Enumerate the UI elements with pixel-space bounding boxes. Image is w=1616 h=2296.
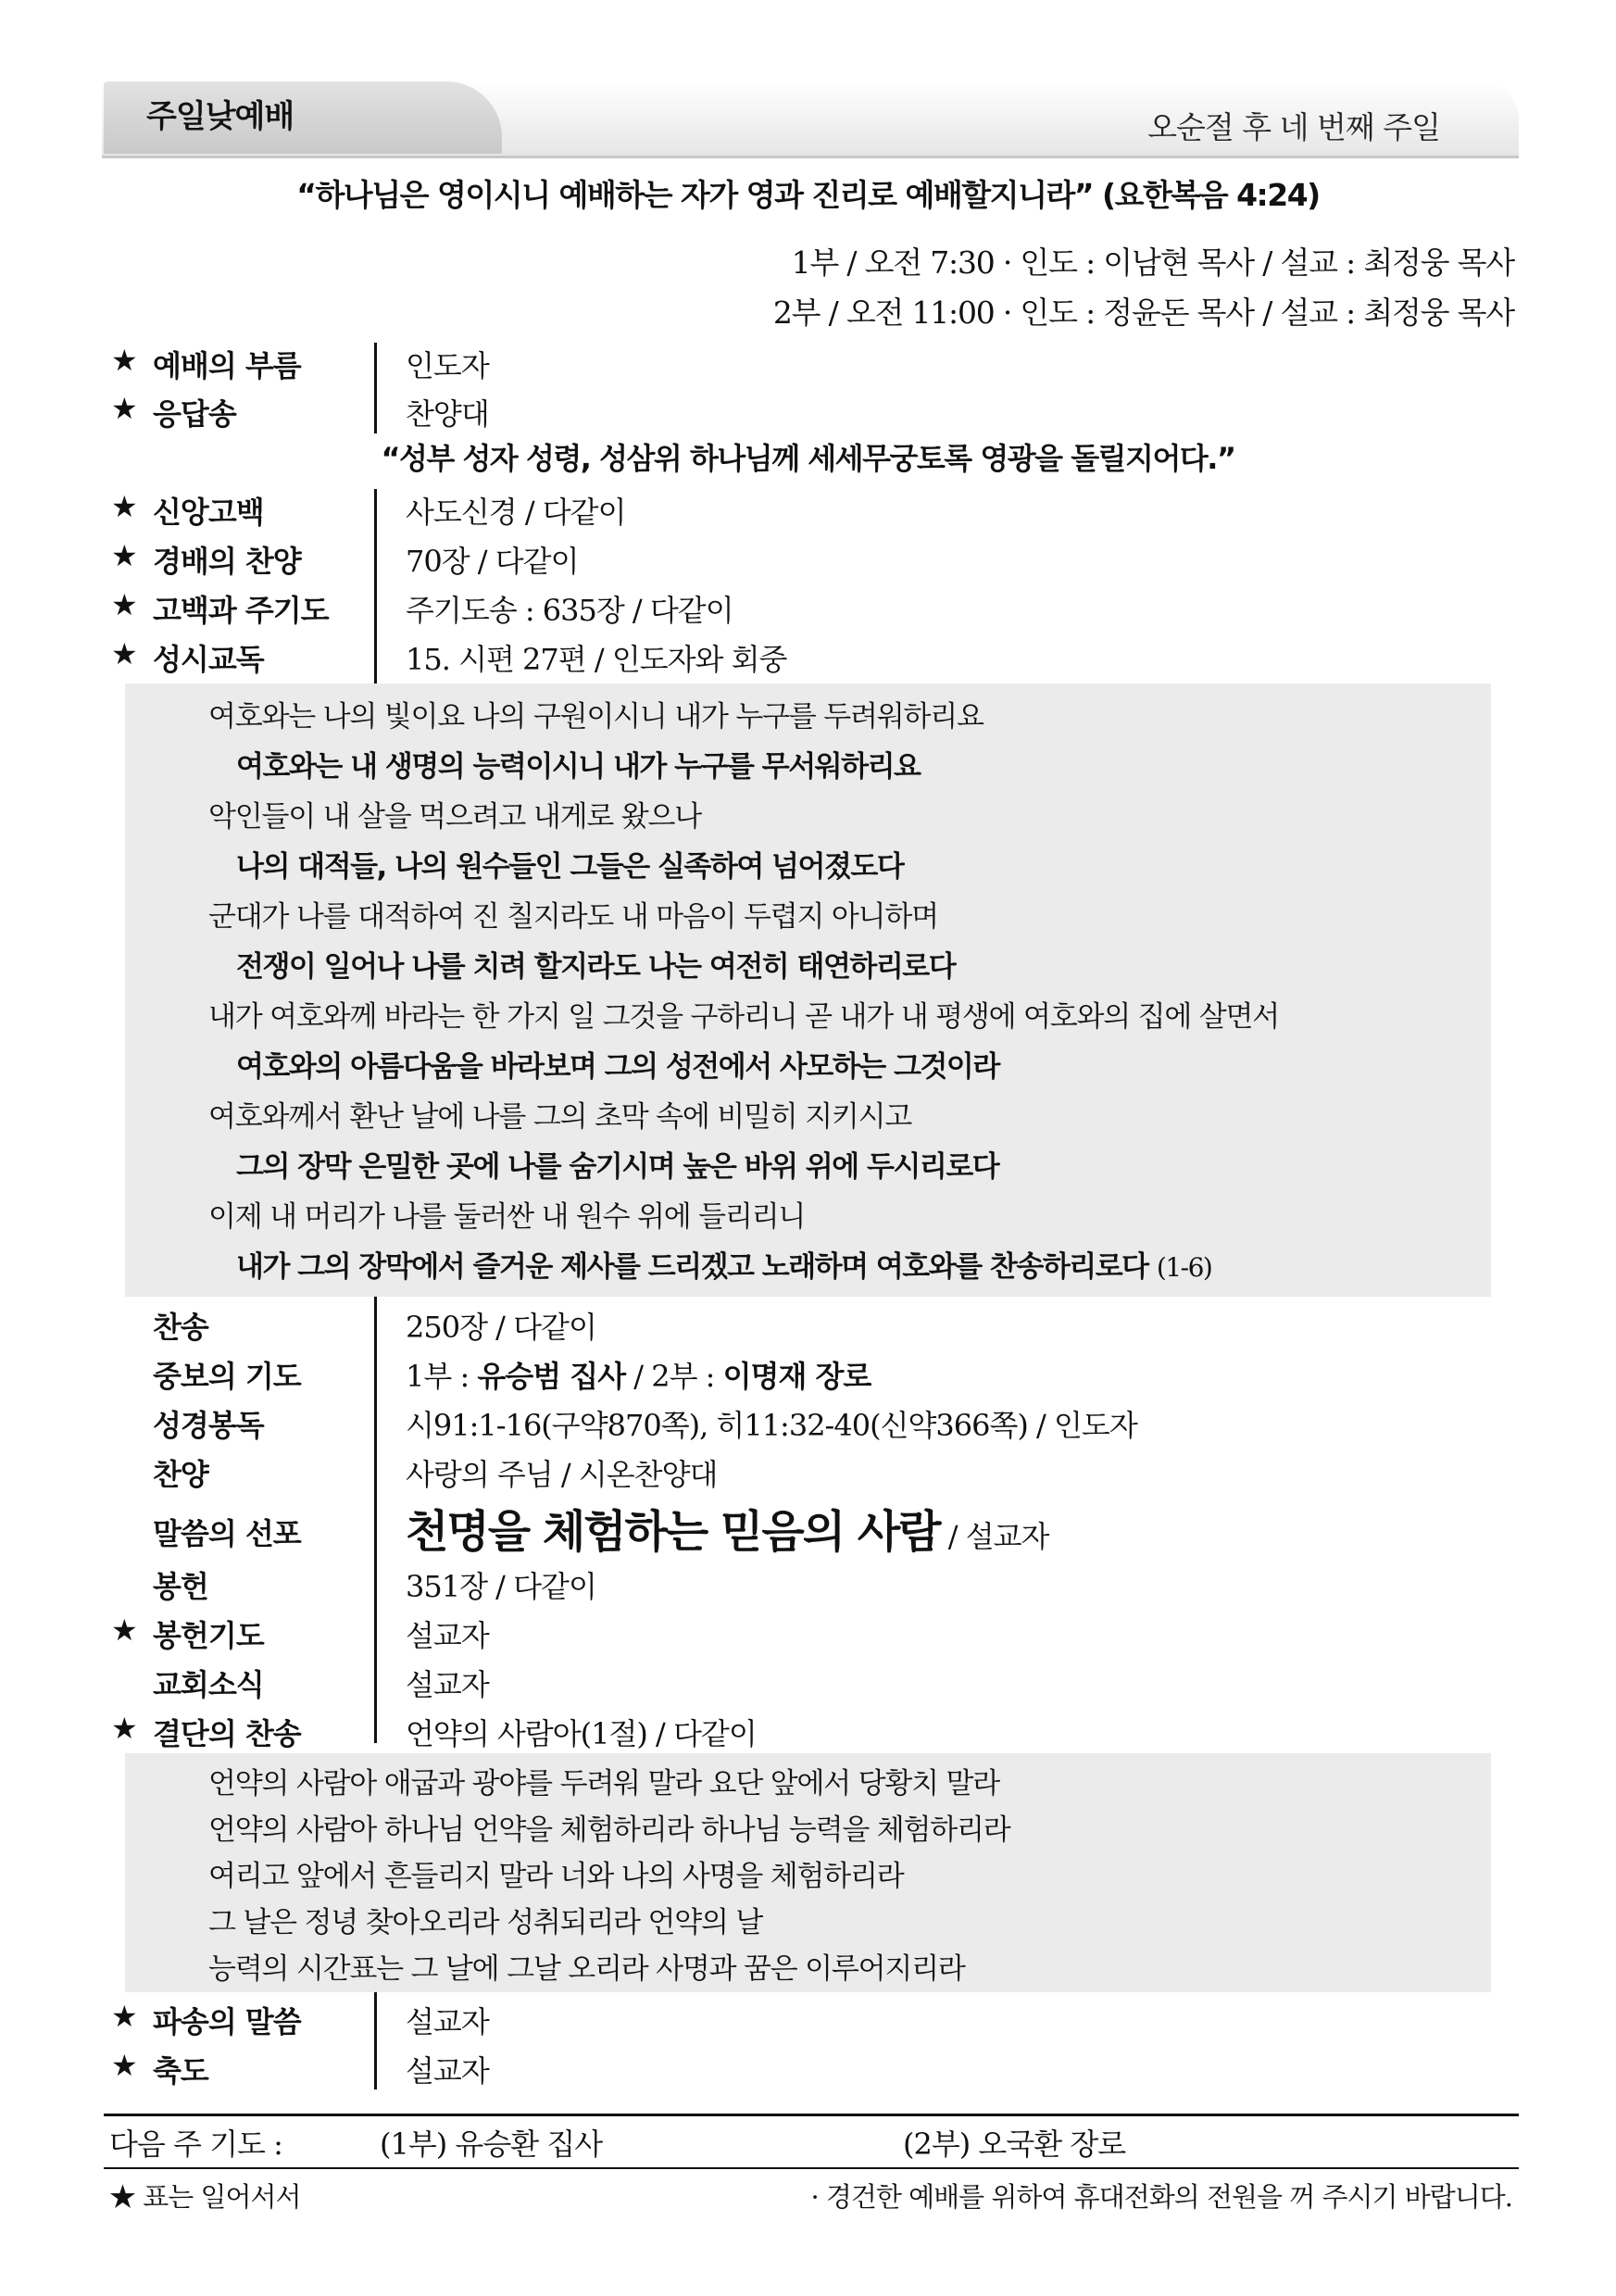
divider — [374, 1992, 377, 2089]
divider — [374, 489, 377, 684]
order-label: 고백과 주기도 — [153, 593, 329, 628]
star-icon: ★ — [111, 1612, 138, 1648]
order-value: 설교자 — [406, 2053, 489, 2089]
order-label: 파송의 말씀 — [153, 2004, 301, 2039]
reading-line: 군대가 나를 대적하여 진 칠지라도 내 마음이 두렵지 아니하며 — [208, 900, 938, 934]
reading-line: 그의 장막 은밀한 곳에 나를 숨기시며 높은 바위 위에 두시리로다 — [236, 1150, 999, 1184]
footer-rule-bottom — [104, 2167, 1519, 2169]
next-prayer-1: (1부) 유승환 집사 — [380, 2127, 603, 2162]
star-icon: ★ — [111, 587, 138, 622]
order-value: 찬양대 — [406, 396, 489, 432]
reading-line: 나의 대적들, 나의 원수들인 그들은 실족하여 넘어졌도다 — [236, 850, 904, 884]
order-value: 250장 / 다같이 — [406, 1310, 596, 1345]
theme-verse: “하나님은 영이시니 예배하는 자가 영과 진리로 예배할지니라” (요한복음 4:24) — [296, 177, 1320, 213]
lyric-line: 여리고 앞에서 흔들리지 말라 너와 나의 사명을 체험하리라 — [208, 1860, 904, 1893]
star-icon: ★ — [111, 489, 138, 524]
order-label: 응답송 — [153, 396, 236, 432]
service-1: 1부 / 오전 7:30 · 인도 : 이남현 목사 / 설교 : 최정웅 목사 — [791, 245, 1514, 281]
star-icon: ★ — [111, 2048, 138, 2083]
order-label: 축도 — [153, 2053, 208, 2089]
reading-line: 전쟁이 일어나 나를 치려 할지라도 나는 여전히 태연하리로다 — [236, 950, 956, 984]
order-label: 봉헌 — [153, 1569, 208, 1604]
star-icon: ★ — [111, 538, 138, 573]
order-value: 사도신경 / 다같이 — [406, 495, 626, 530]
next-prayer-2: (2부) 오국환 장로 — [903, 2127, 1126, 2162]
order-label: 중보의 기도 — [153, 1359, 301, 1394]
star-icon: ★ — [111, 1711, 138, 1746]
order-value: 1부 : 유승범 집사 / 2부 : 이명재 장로 — [406, 1359, 871, 1394]
reading-text: 내가 그의 장막에서 즐거운 제사를 드리겠고 노래하며 여호와를 찬송하리로다 — [236, 1250, 1148, 1284]
order-label: 성경봉독 — [153, 1408, 264, 1443]
prayer-2: 이명재 장로 — [722, 1359, 871, 1394]
order-value: 15. 시편 27편 / 인도자와 회중 — [406, 642, 787, 677]
prayer-1: 유승범 집사 — [477, 1359, 626, 1394]
section-title: 주일낮예배 — [146, 98, 294, 135]
lyric-line: 언약의 사람아 하나님 언약을 체험하리라 하나님 능력을 체험하리라 — [208, 1813, 1010, 1847]
reading-line: 내가 여호와께 바라는 한 가지 일 그것을 구하리니 곧 내가 내 평생에 여호와의 집에 살면서 — [208, 1000, 1280, 1034]
order-value: 사랑의 주님 / 시온찬양대 — [406, 1457, 718, 1492]
reading-line: 여호와는 나의 빛이요 나의 구원이시니 내가 누구를 두려워하리요 — [208, 700, 983, 734]
lyric-line: 그 날은 정녕 찾아오리라 성취되리라 언약의 날 — [208, 1906, 763, 1939]
order-value: 설교자 — [406, 1618, 489, 1653]
lyric-line: 능력의 시간표는 그 날에 그날 오리라 사명과 꿈은 이루어지리라 — [208, 1952, 965, 1986]
order-value: 천명을 체험하는 믿음의 사람 / 설교자 — [406, 1506, 1049, 1558]
order-label: 예배의 부름 — [153, 348, 301, 383]
order-label: 찬양 — [153, 1457, 208, 1492]
star-icon: ★ — [111, 343, 138, 378]
sermon-title: 천명을 체험하는 믿음의 사람 — [406, 1506, 940, 1558]
sunday-label: 오순절 후 네 번째 주일 — [1147, 109, 1440, 145]
phone-note: · 경건한 예배를 위하여 휴대전화의 전원을 꺼 주시기 바랍니다. — [810, 2181, 1512, 2213]
order-label: 경배의 찬양 — [153, 544, 301, 579]
reading-line: 악인들이 내 살을 먹으려고 내게로 왔으나 — [208, 800, 701, 834]
reading-line: 여호와의 아름다움을 바라보며 그의 성전에서 사모하는 그것이라 — [236, 1050, 999, 1084]
order-value: 시91:1-16(구약870쪽), 히11:32-40(신약366쪽) / 인도자 — [406, 1408, 1137, 1443]
reading-line: 여호와께서 환난 날에 나를 그의 초막 속에 비밀히 지키시고 — [208, 1100, 912, 1134]
reading-line: 여호와는 내 생명의 능력이시니 내가 누구를 무서워하리요 — [236, 750, 921, 784]
star-icon: ★ — [111, 1999, 138, 2034]
order-label: 말씀의 선포 — [153, 1516, 301, 1551]
service-2: 2부 / 오전 11:00 · 인도 : 정윤돈 목사 / 설교 : 최정웅 목사 — [772, 295, 1514, 331]
order-label: 성시교독 — [153, 642, 264, 677]
order-value: 인도자 — [406, 348, 489, 383]
order-value: 70장 / 다같이 — [406, 544, 579, 579]
order-label: 찬송 — [153, 1310, 208, 1345]
reading-ref: (1-6) — [1156, 1252, 1212, 1283]
doxology: “성부 성자 성령, 성삼위 하나님께 세세무궁토록 영광을 돌릴지어다.” — [381, 441, 1235, 476]
order-label: 신앙고백 — [153, 495, 264, 530]
footer-rule-top — [104, 2114, 1519, 2116]
reading-line — [236, 1243, 1211, 1285]
order-value: 언약의 사람아(1절) / 다같이 — [406, 1716, 757, 1751]
order-value: 주기도송 : 635장 / 다같이 — [406, 593, 733, 628]
order-value: 설교자 — [406, 1667, 489, 1702]
star-icon: ★ — [111, 391, 138, 426]
order-value: 설교자 — [406, 2004, 489, 2039]
order-label: 교회소식 — [153, 1667, 264, 1702]
divider — [374, 343, 377, 433]
order-value: 351장 / 다같이 — [406, 1569, 596, 1604]
standing-note: ★ 표는 일어서서 — [109, 2181, 301, 2213]
order-label: 봉헌기도 — [153, 1618, 264, 1653]
divider — [374, 1297, 377, 1743]
next-prayer-label: 다음 주 기도 : — [109, 2127, 282, 2162]
star-icon: ★ — [111, 636, 138, 671]
lyric-line: 언약의 사람아 애굽과 광야를 두려워 말라 요단 앞에서 당황치 말라 — [208, 1767, 1000, 1800]
order-label: 결단의 찬송 — [153, 1716, 301, 1751]
reading-line: 이제 내 머리가 나를 둘러싼 내 원수 위에 들리리니 — [208, 1200, 806, 1234]
